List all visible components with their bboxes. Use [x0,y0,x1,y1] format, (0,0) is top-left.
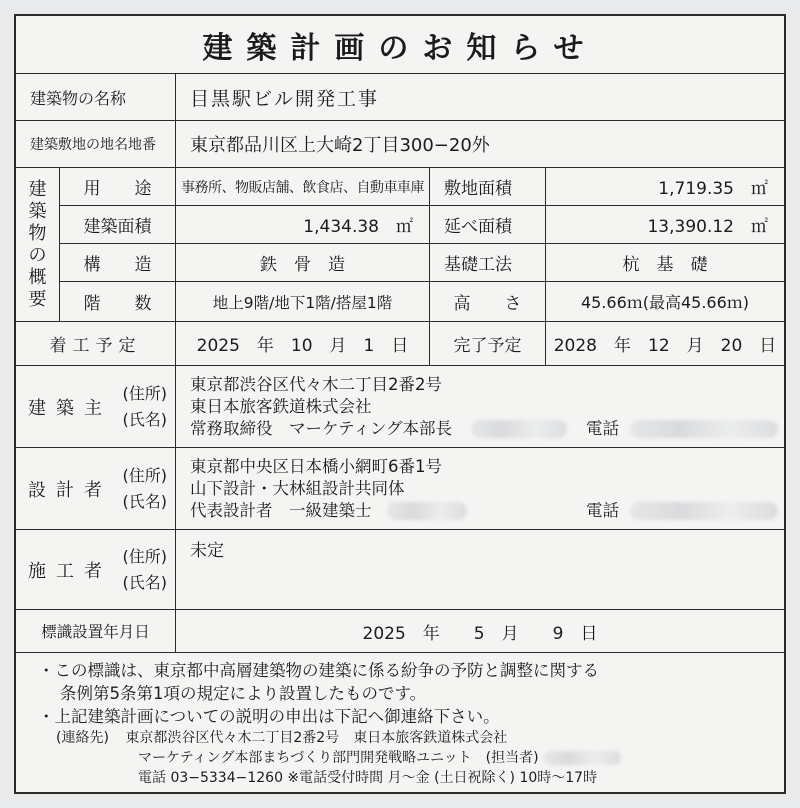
start-value: 2025 年 10 月 1 日 [176,322,430,366]
height-value: 45.66ｍ(最高45.66ｍ) [546,282,784,322]
site-address-label: 建築敷地の地名地番 [16,121,176,168]
building-area-value: 1,434.38 ㎡ [176,206,430,244]
designer-details [176,448,784,530]
sign-date-value: 2025 年 5 月 9 日 [362,623,598,644]
floor-area-value: 13,390.12 ㎡ [546,206,784,244]
page-title: 建築計画のお知らせ [16,16,784,74]
overview-char: 建 [28,178,47,200]
note-line: 条例第5条第1項の規定により設置したものです。 [60,684,427,703]
contact-label: (連絡先) [56,730,109,746]
building-name-value: 目黒駅ビル開発工事 [176,74,784,121]
building-area-label: 建築面積 [60,206,176,244]
overview-char: 要 [28,288,47,310]
redacted-name [543,751,621,765]
owner-address-label: (住所) [122,383,167,403]
contact-address: 東京都渋谷区代々木二丁目2番2号 東日本旅客鉄道株式会社 [125,730,508,746]
contractor-label [16,530,176,610]
sign-date-label: 標識設置年月日 [16,610,176,652]
site-area-value: 1,719.35 ㎡ [546,168,784,206]
end-label: 完了予定 [430,322,546,366]
use-value: 事務所、物販店舗、飲食店、自動車車庫 [176,168,430,206]
contractor-name-label: (氏名) [122,572,167,592]
designer-name: 山下設計・大林組設計共同体 [190,478,405,498]
floor-area-label: 延べ面積 [430,206,546,244]
site-area-label: 敷地面積 [430,168,546,206]
notice-board [14,14,786,794]
contact-phone: 電話 03−5334−1260 ※電話受付時間 月～金 (土日祝除く) 10時～17時 [138,770,598,786]
redacted-phone [630,502,778,520]
contractor-role: 施工者 [28,560,112,582]
structure-value: 鉄 骨 造 [176,244,430,282]
owner-role: 建築主 [28,397,112,419]
note-line: ・この標識は、東京都中高層建築物の建築に係る紛争の予防と調整に関する [38,661,599,680]
note-line: ・上記建築計画についての説明の申出は下記へ御連絡下さい。 [38,707,500,726]
designer-role: 設計者 [28,479,112,501]
designer-label [16,448,176,530]
foundation-value: 杭 基 礎 [546,244,784,282]
floors-label: 階 数 [60,282,176,322]
contractor-value: 未定 [190,541,224,561]
designer-title: 代表設計者 一級建築士 [190,500,372,520]
owner-name-label: (氏名) [122,409,167,429]
owner-tel-label: 電話 [586,418,619,438]
start-label: 着工予定 [16,322,176,366]
contractor-details [176,530,784,610]
owner-label [16,366,176,448]
designer-name-label: (氏名) [122,491,167,511]
designer-tel-label: 電話 [586,500,619,520]
use-label: 用 途 [60,168,176,206]
overview-char: 築 [28,200,47,222]
overview-char: の [28,244,47,266]
overview-char: 概 [28,266,47,288]
redacted-name [471,420,567,438]
redacted-name [387,502,467,520]
owner-details [176,366,784,448]
structure-label: 構 造 [60,244,176,282]
site-address-value: 東京都品川区上大崎2丁目300−20外 [176,121,784,168]
redacted-phone [630,420,778,438]
owner-address: 東京都渋谷区代々木二丁目2番2号 [190,374,442,394]
designer-address: 東京都中央区日本橋小網町6番1号 [190,456,442,476]
overview-group-label [16,168,60,322]
end-value: 2028 年 12 月 20 日 [546,322,784,366]
owner-name: 東日本旅客鉄道株式会社 [190,396,372,416]
contractor-address-label: (住所) [122,546,167,566]
contact-block [38,728,770,788]
height-label: 高 さ [430,282,546,322]
foundation-label: 基礎工法 [430,244,546,282]
building-name-label: 建築物の名称 [16,74,176,121]
notes-section [16,652,784,792]
overview-char: 物 [28,222,47,244]
owner-title: 常務取締役 マーケティング本部長 [190,418,453,438]
floors-value: 地上9階/地下1階/搭屋1階 [176,282,430,322]
designer-address-label: (住所) [122,465,167,485]
contact-department: マーケティング本部まちづくり部門開発戦略ユニット (担当者) [138,750,539,766]
